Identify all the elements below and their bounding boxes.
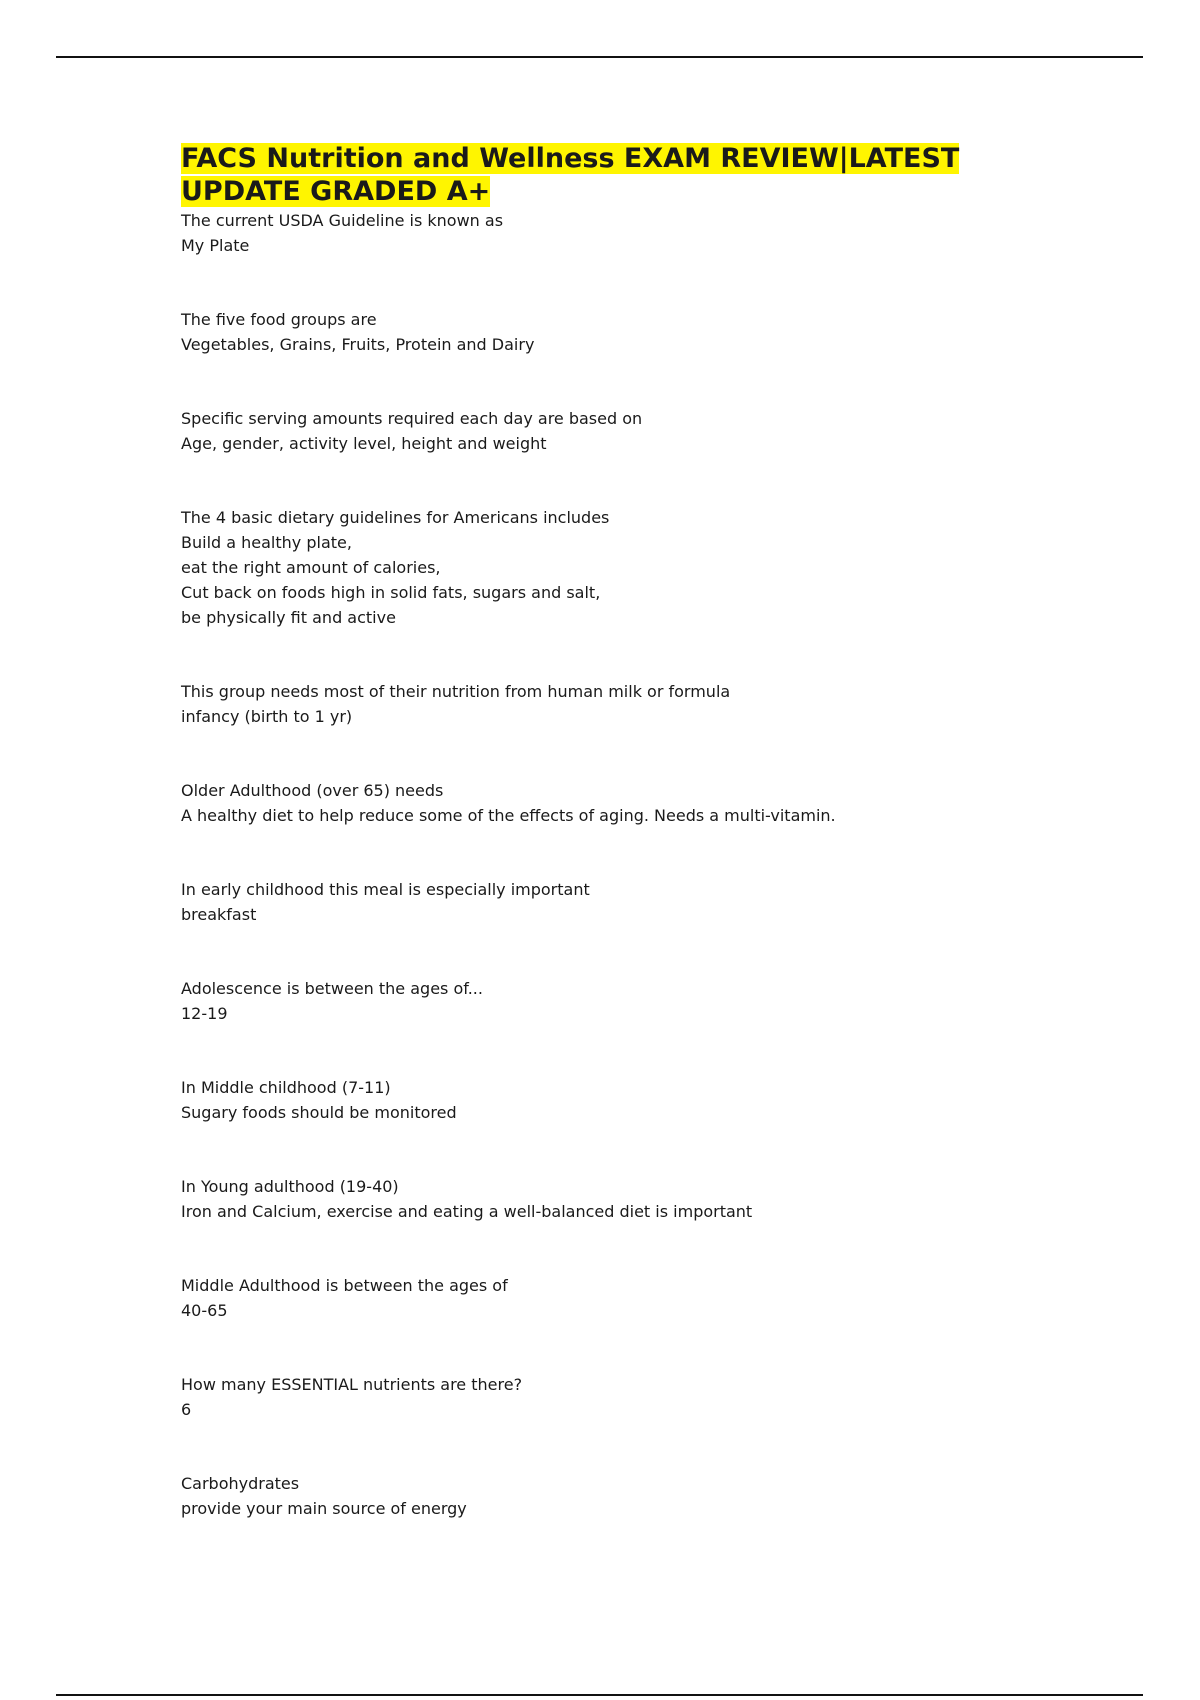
qa-item <box>181 1075 1081 1125</box>
answer-text: My Plate <box>181 236 250 255</box>
answer-text: Sugary foods should be monitored <box>181 1103 457 1122</box>
qa-item <box>181 778 1081 828</box>
qa-item <box>181 679 1081 729</box>
question-text: Specific serving amounts required each day are based on <box>181 409 643 428</box>
footer-rule <box>56 1694 1143 1696</box>
question-text: This group needs most of their nutrition from human milk or formula <box>181 682 731 701</box>
qa-item <box>181 307 1081 357</box>
qa-item <box>181 1372 1081 1422</box>
question-text: In early childhood this meal is especially important <box>181 880 590 899</box>
qa-item <box>181 1471 1081 1521</box>
question-text: The 4 basic dietary guidelines for Americans includes <box>181 508 610 527</box>
document-body <box>181 142 1081 1521</box>
question-text: Adolescence is between the ages of... <box>181 979 483 998</box>
question-text: In Young adulthood (19-40) <box>181 1177 399 1196</box>
qa-item <box>181 406 1081 456</box>
question-text: Carbohydrates <box>181 1474 300 1493</box>
qa-item <box>181 505 1081 630</box>
answer-text: A healthy diet to help reduce some of the effects of aging. Needs a multi-vitamin. <box>181 806 836 825</box>
answer-text: Iron and Calcium, exercise and eating a well-balanced diet is important <box>181 1202 753 1221</box>
question-text: The five food groups are <box>181 310 377 329</box>
question-text: In Middle childhood (7-11) <box>181 1078 391 1097</box>
answer-text: Vegetables, Grains, Fruits, Protein and Dairy <box>181 335 535 354</box>
answer-text: Build a healthy plate, eat the right amount of calories, Cut back on foods high in solid fats, sugars and salt, be physically fit and active <box>181 533 601 627</box>
qa-item <box>181 1273 1081 1323</box>
qa-item <box>181 877 1081 927</box>
answer-text: breakfast <box>181 905 257 924</box>
qa-item <box>181 208 1081 258</box>
answer-text: provide your main source of energy <box>181 1499 467 1518</box>
document-title <box>181 142 1081 208</box>
qa-item <box>181 1174 1081 1224</box>
question-text: The current USDA Guideline is known as <box>181 211 504 230</box>
answer-text: infancy (birth to 1 yr) <box>181 707 353 726</box>
answer-text: 12-19 <box>181 1004 228 1023</box>
qa-item <box>181 976 1081 1026</box>
title-highlight: FACS Nutrition and Wellness EXAM REVIEW|LATEST UPDATE GRADED A+ <box>181 143 960 207</box>
question-text: Middle Adulthood is between the ages of <box>181 1276 508 1295</box>
answer-text: 40-65 <box>181 1301 228 1320</box>
answer-text: Age, gender, activity level, height and weight <box>181 434 547 453</box>
question-text: How many ESSENTIAL nutrients are there? <box>181 1375 523 1394</box>
header-rule <box>56 56 1143 58</box>
answer-text: 6 <box>181 1400 192 1419</box>
question-text: Older Adulthood (over 65) needs <box>181 781 444 800</box>
